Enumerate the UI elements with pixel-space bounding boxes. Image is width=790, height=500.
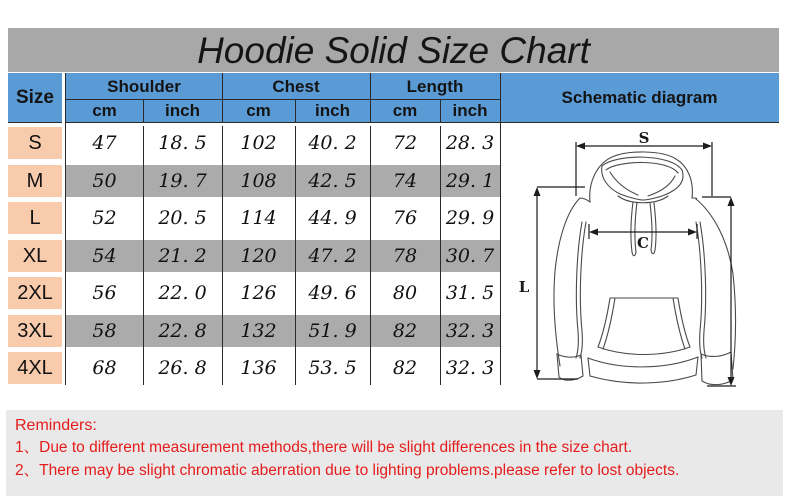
header-unit-chest-cm: cm xyxy=(246,101,271,120)
value-cell-shoulder_cm: 68 xyxy=(92,357,117,379)
value-cell-shoulder_cm: 47 xyxy=(92,132,117,154)
value-cell-chest_inch: 44. 9 xyxy=(308,207,357,229)
grid-line xyxy=(370,126,371,385)
value-cell-shoulder_inch: 26. 8 xyxy=(158,357,207,379)
hoodie-schematic xyxy=(500,126,779,390)
value-cell-chest_cm: 126 xyxy=(240,282,277,304)
header-group-length: Length xyxy=(406,77,464,96)
size-cell: XL xyxy=(8,240,62,272)
header-group-chest: Chest xyxy=(272,77,320,96)
value-cell-length_inch: 31. 5 xyxy=(445,282,495,304)
value-cell-length_inch: 32. 3 xyxy=(445,320,495,342)
value-cell-length_inch: 32. 3 xyxy=(445,357,495,379)
value-cell-shoulder_cm: 54 xyxy=(92,245,117,267)
value-cell-length_cm: 76 xyxy=(392,207,418,229)
value-cell-length_inch: 28. 3 xyxy=(445,132,495,154)
reminder-line: 1、Due to different measurement methods,there will be slight differences in the size chart. xyxy=(15,439,633,456)
size-cell: 2XL xyxy=(8,277,62,309)
header-unit-chest-inch: inch xyxy=(315,101,350,120)
value-cell-chest_cm: 120 xyxy=(240,245,277,267)
value-cell-shoulder_inch: 21. 2 xyxy=(158,245,207,267)
value-cell-shoulder_inch: 20. 5 xyxy=(158,207,207,229)
grid-line xyxy=(65,73,66,385)
value-cell-shoulder_cm: 56 xyxy=(92,282,117,304)
label-chest: C xyxy=(637,234,649,252)
value-cell-shoulder_inch: 19. 7 xyxy=(158,170,207,192)
value-cell-length_cm: 82 xyxy=(392,320,418,342)
header-unit-length-inch: inch xyxy=(452,101,488,120)
header-unit-shoulder-inch: inch xyxy=(165,101,200,120)
header-unit-length-cm: cm xyxy=(392,101,418,120)
grid-line xyxy=(295,126,296,385)
value-cell-length_cm: 82 xyxy=(392,357,418,379)
value-cell-chest_inch: 42. 5 xyxy=(308,170,357,192)
size-cell: 3XL xyxy=(8,315,62,347)
value-cell-chest_cm: 102 xyxy=(240,132,277,154)
size-cell: L xyxy=(8,202,62,234)
reminders-heading: Reminders: xyxy=(15,417,97,434)
value-cell-shoulder_cm: 52 xyxy=(92,207,117,229)
value-cell-chest_cm: 136 xyxy=(240,357,277,379)
value-cell-length_inch: 30. 7 xyxy=(445,245,495,267)
label-shoulder: S xyxy=(638,129,650,147)
value-cell-length_cm: 80 xyxy=(392,282,418,304)
value-cell-chest_cm: 132 xyxy=(240,320,277,342)
value-cell-length_inch: 29. 1 xyxy=(445,170,495,192)
label-length: L xyxy=(518,278,530,296)
value-cell-length_cm: 74 xyxy=(392,170,418,192)
value-cell-shoulder_inch: 22. 0 xyxy=(158,282,207,304)
header-unit-shoulder-cm: cm xyxy=(92,101,117,120)
grid-line xyxy=(222,126,223,385)
size-cell: 4XL xyxy=(8,352,62,384)
value-cell-chest_inch: 40. 2 xyxy=(308,132,357,154)
value-cell-chest_cm: 114 xyxy=(240,207,277,229)
reminders-section xyxy=(6,410,783,496)
value-cell-shoulder_inch: 18. 5 xyxy=(158,132,207,154)
value-cell-chest_inch: 49. 6 xyxy=(308,282,357,304)
page-title: Hoodie Solid Size Chart xyxy=(197,30,590,71)
sleeve-arrow xyxy=(702,197,736,386)
value-cell-length_cm: 78 xyxy=(392,245,418,267)
measurement-arrows xyxy=(534,142,737,386)
reminder-line: 2、There may be slight chromatic aberration due to lighting problems.please refer to lost objects. xyxy=(15,462,680,479)
value-cell-chest_inch: 51. 9 xyxy=(308,320,357,342)
header-group-shoulder: Shoulder xyxy=(107,77,181,96)
value-cell-chest_inch: 53. 5 xyxy=(308,357,357,379)
header-size-cell: Size xyxy=(8,73,62,123)
value-cell-shoulder_cm: 50 xyxy=(92,170,117,192)
value-cell-shoulder_inch: 22. 8 xyxy=(158,320,207,342)
size-cell: M xyxy=(8,165,62,197)
grid-line xyxy=(440,126,441,385)
size-cell: S xyxy=(8,127,62,159)
grid-line xyxy=(143,126,144,385)
shoulder-arrow xyxy=(576,142,712,196)
value-cell-length_cm: 72 xyxy=(392,132,418,154)
value-cell-length_inch: 29. 9 xyxy=(445,207,495,229)
value-cell-shoulder_cm: 58 xyxy=(92,320,117,342)
header-schematic: Schematic diagram xyxy=(500,73,779,123)
value-cell-chest_cm: 108 xyxy=(240,170,277,192)
value-cell-chest_inch: 47. 2 xyxy=(308,245,357,267)
